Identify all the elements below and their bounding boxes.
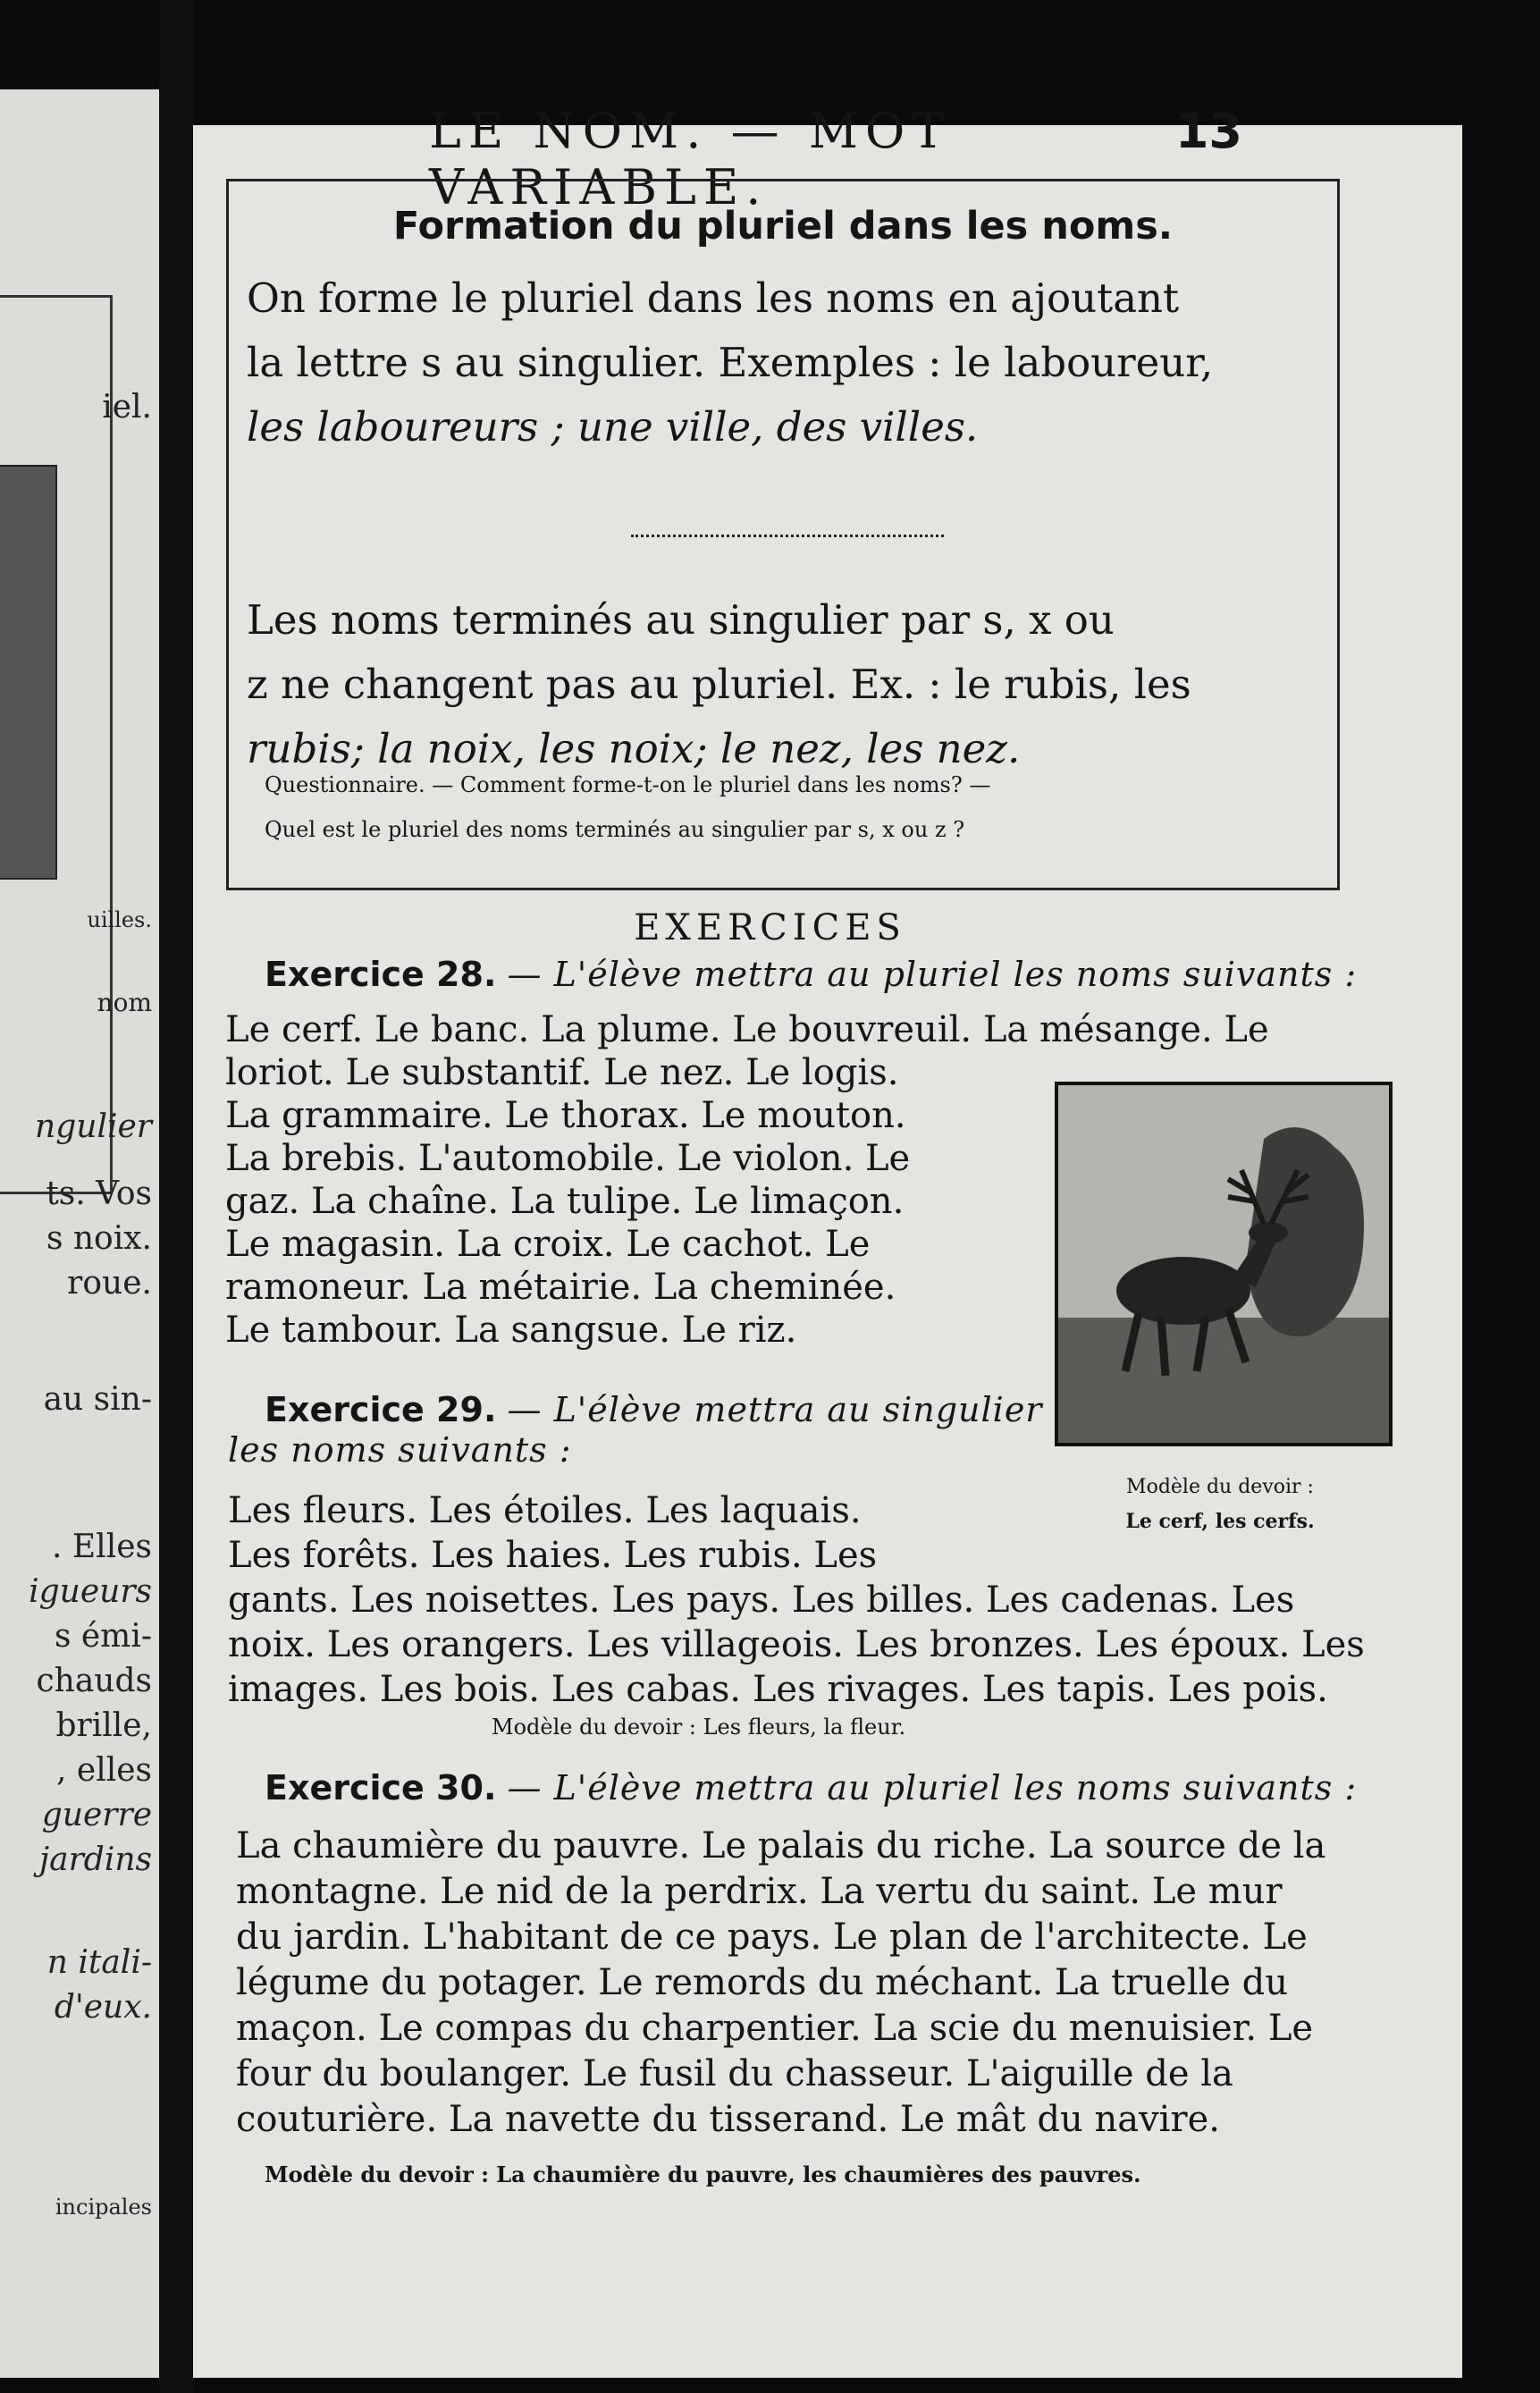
exercise-line: La brebis. L'automobile. Le violon. Le bbox=[225, 1138, 911, 1179]
left-margin-line: igueurs bbox=[29, 1573, 152, 1610]
left-margin-line: jardins bbox=[38, 1841, 152, 1878]
exercise-29-label: Exercice 29. bbox=[265, 1390, 497, 1429]
caption-line-2: Le cerf, les cerfs. bbox=[1125, 1510, 1315, 1533]
caption-line-1: Modèle du devoir : bbox=[1126, 1476, 1314, 1498]
left-margin-line: , elles bbox=[56, 1752, 152, 1789]
left-margin-line: iel. bbox=[102, 389, 152, 426]
exercise-30-body bbox=[236, 1824, 1325, 2143]
exercises-title: EXERCICES bbox=[634, 907, 906, 948]
exercise-line: Les fleurs. Les étoiles. Les laquais. bbox=[228, 1490, 862, 1531]
exercise-line: Le magasin. La croix. Le cachot. Le bbox=[225, 1224, 871, 1265]
left-margin-line: s noix. bbox=[46, 1220, 152, 1257]
exercise-line: gaz. La chaîne. La tulipe. Le limaçon. bbox=[225, 1181, 905, 1222]
ornament-divider bbox=[631, 535, 944, 537]
rule-line: On forme le pluriel dans les noms en ajoutant bbox=[247, 274, 1180, 322]
exercise-30-label: Exercice 30. bbox=[265, 1768, 497, 1807]
rule-line: Les noms terminés au singulier par s, x ou bbox=[247, 596, 1115, 644]
exercise-line: La grammaire. Le thorax. Le mouton. bbox=[225, 1095, 906, 1136]
exercise-line: montagne. Le nid de la perdrix. La vertu du saint. Le mur bbox=[236, 1871, 1283, 1912]
exercise-29-instruction: — L'élève mettra au singulier bbox=[507, 1390, 1043, 1429]
exercise-28-instruction: — L'élève mettra au pluriel les noms suivants : bbox=[507, 955, 1358, 994]
left-margin-line: guerre bbox=[41, 1797, 152, 1833]
grammar-rule-box bbox=[226, 179, 1340, 890]
rule-line: z ne changent pas au pluriel. Ex. : le rubis, les bbox=[247, 661, 1191, 708]
left-margin-line: . Elles bbox=[52, 1529, 152, 1565]
left-margin-line: roue. bbox=[67, 1265, 152, 1302]
left-margin-line: ngulier bbox=[35, 1108, 152, 1145]
left-margin-line: incipales bbox=[55, 2195, 152, 2220]
exercise-line: Le tambour. La sangsue. Le riz. bbox=[225, 1310, 797, 1351]
exercise-29-body bbox=[228, 1488, 1365, 1712]
stag-picture bbox=[1058, 1085, 1389, 1443]
exercise-29-model: Modèle du devoir : Les fleurs, la fleur. bbox=[492, 1715, 906, 1740]
exercise-line: maçon. Le compas du charpentier. La scie du menuisier. Le bbox=[236, 2008, 1314, 2049]
exercise-30-instruction: — L'élève mettra au pluriel les noms suivants : bbox=[507, 1768, 1358, 1807]
exercise-line: légume du potager. Le remords du méchant. La truelle du bbox=[236, 1962, 1289, 2003]
exercise-line: images. Les bois. Les cabas. Les rivages. Les tapis. Les pois. bbox=[228, 1669, 1328, 1710]
book-gutter bbox=[159, 0, 193, 2393]
exercise-28-label: Exercice 28. bbox=[265, 955, 497, 994]
exercise-line: Le cerf. Le banc. La plume. Le bouvreuil. La mésange. Le bbox=[225, 1009, 1269, 1050]
left-page-fragment bbox=[0, 89, 159, 2378]
exercise-line: couturière. La navette du tisserand. Le mât du navire. bbox=[236, 2099, 1220, 2140]
left-margin-line: ts. Vos bbox=[46, 1175, 152, 1212]
exercise-30-heading bbox=[265, 1768, 1357, 1807]
rule-line: les laboureurs ; une ville, des villes. bbox=[247, 403, 979, 451]
questionnaire-line: Quel est le pluriel des noms terminés au singulier par s, x ou z ? bbox=[265, 817, 965, 842]
running-header bbox=[241, 103, 1242, 215]
left-margin-line: d'eux. bbox=[54, 1989, 152, 2026]
left-margin-line: nom bbox=[97, 988, 152, 1017]
exercise-29-heading-cont bbox=[228, 1430, 572, 1470]
exercise-line: La chaumière du pauvre. Le palais du riche. La source de la bbox=[236, 1825, 1326, 1866]
left-margin-line: brille, bbox=[55, 1707, 152, 1744]
exercise-29-instruction-2: les noms suivants : bbox=[228, 1430, 572, 1470]
rule-paragraph-1 bbox=[247, 266, 1319, 459]
stag-illustration bbox=[1055, 1082, 1393, 1446]
exercise-line: four du boulanger. Le fusil du chasseur. L'aiguille de la bbox=[236, 2053, 1233, 2094]
left-page-illustration bbox=[0, 465, 57, 880]
questionnaire bbox=[265, 763, 1319, 852]
questionnaire-line: Questionnaire. — Comment forme-t-on le pluriel dans les noms? — bbox=[265, 772, 991, 797]
exercise-30-model: Modèle du devoir : La chaumière du pauvre, les chaumières des pauvres. bbox=[265, 2161, 1141, 2187]
exercise-line: Les forêts. Les haies. Les rubis. Les bbox=[228, 1535, 878, 1576]
exercise-29-heading bbox=[265, 1390, 1042, 1429]
rule-line: rubis; la noix, les noix; le nez, les nez. bbox=[247, 725, 1021, 772]
exercise-line: gants. Les noisettes. Les pays. Les billes. Les cadenas. Les bbox=[228, 1580, 1295, 1621]
running-title: LE NOM. — MOT VARIABLE. bbox=[429, 103, 952, 215]
exercise-line: loriot. Le substantif. Le nez. Le logis. bbox=[225, 1052, 899, 1093]
left-margin-line: chauds bbox=[36, 1663, 152, 1699]
exercise-28-heading bbox=[265, 955, 1357, 994]
exercise-line: ramoneur. La métairie. La cheminée. bbox=[225, 1267, 896, 1308]
rule-line: la lettre s au singulier. Exemples : le laboureur, bbox=[247, 339, 1214, 386]
page-number: 13 bbox=[1174, 103, 1242, 159]
rule-heading: Formation du pluriel dans les noms. bbox=[392, 204, 1174, 249]
rule-paragraph-2 bbox=[247, 588, 1319, 781]
exercise-line: noix. Les orangers. Les villageois. Les bronzes. Les époux. Les bbox=[228, 1624, 1365, 1665]
exercise-line: du jardin. L'habitant de ce pays. Le plan de l'architecte. Le bbox=[236, 1917, 1308, 1958]
left-margin-line: au sin- bbox=[43, 1381, 152, 1418]
left-margin-line: n itali- bbox=[46, 1944, 152, 1981]
left-margin-line: uilles. bbox=[87, 907, 152, 932]
left-margin-line: s émi- bbox=[54, 1618, 152, 1655]
